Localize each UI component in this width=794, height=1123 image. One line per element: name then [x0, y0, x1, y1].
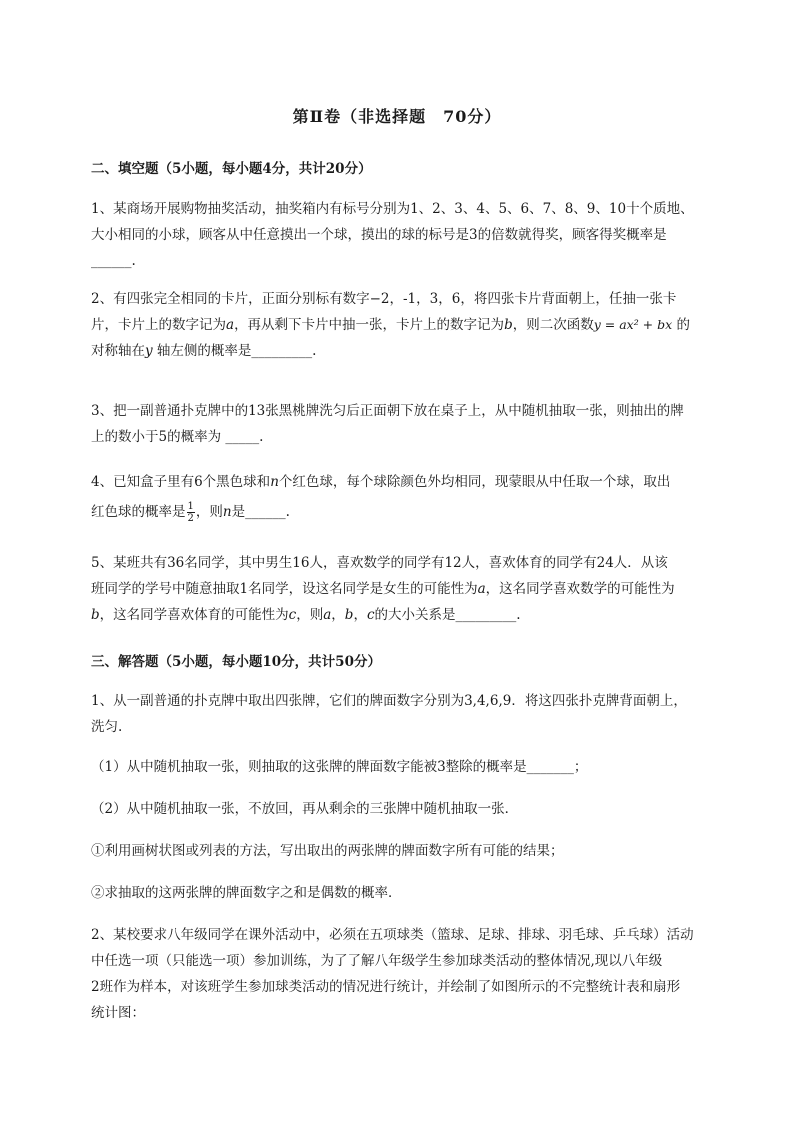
question-3-1	[91, 688, 711, 740]
text-segment: 对称轴在	[91, 343, 145, 359]
variable-b: b	[91, 607, 100, 623]
variable-y: y	[145, 343, 153, 359]
variable-c: c	[366, 607, 375, 623]
text-segment: ，则	[195, 504, 223, 520]
variable-a: a	[477, 581, 486, 597]
text-segment: ，	[353, 607, 367, 623]
section-heading-fill-blank: 二、填空题（5小题，每小题4分，共计20分）	[91, 161, 372, 177]
text-segment: 个红色球，每个球除颜色外均相同，现蒙眼从中任取一个球，取出	[278, 474, 671, 490]
answer-blank: 上的数小于5的概率为 _____.	[91, 429, 264, 445]
text-line: 大小相同的小球，顾客从中任意摸出一个球，摸出的球的标号是3的倍数就得奖，顾客得奖概率是	[91, 227, 667, 243]
text-segment: 红色球的概率是	[91, 504, 186, 520]
variable-n: n	[270, 474, 279, 490]
text-line	[91, 469, 711, 495]
page-title: 第Ⅱ卷（非选择题 70分）	[292, 107, 502, 126]
text-line: 1、某商场开展购物抽奖活动，抽奖箱内有标号分别为1、2、3、4、5、6、7、8、9、10十个质地、	[91, 201, 694, 217]
text-line: 统计图：	[91, 1005, 145, 1021]
text-line	[91, 602, 711, 628]
text-segment: ，这名同学喜欢数学的可能性为	[485, 581, 675, 597]
question-3-1-part-2: （2）从中随机抽取一张，不放回，再从剩余的三张牌中随机抽取一张．	[91, 801, 519, 817]
answer-blank: ______.	[91, 253, 136, 269]
text-line	[91, 312, 711, 338]
fraction-one-half	[187, 501, 195, 524]
text-line: 2、有四张完全相同的卡片，正面分别标有数字−2，-1，3，6，将四张卡片背面朝上，任抽一张卡	[91, 291, 677, 307]
text-segment: 4、已知盒子里有6个黑色球和	[91, 474, 271, 490]
text-line	[91, 495, 711, 529]
variable-c: c	[288, 607, 297, 623]
variable-b: b	[344, 607, 354, 623]
question-2-1	[91, 196, 711, 274]
variable-a: a	[226, 317, 235, 333]
text-line: 洗匀.	[91, 719, 123, 735]
answer-blank: 是______.	[231, 504, 290, 520]
text-line: 2、某校要求八年级同学在课外活动中，必须在五项球类（篮球、足球、排球、羽毛球、乒乓球）活动	[91, 927, 694, 943]
text-line: 2班作为样本，对该班学生参加球类活动的情况进行统计，并绘制了如图所示的不完整统计表和扇形	[91, 979, 681, 995]
text-segment: 片，卡片上的数字记为	[91, 317, 226, 333]
question-2-4	[91, 469, 711, 529]
text-segment: ，这名同学喜欢体育的可能性为	[99, 607, 289, 623]
question-3-1-part-1: （1）从中随机抽取一张，则抽取的这张牌的牌面数字能被3整除的概率是_______；	[91, 759, 588, 775]
text-line: 中任选一项（只能选一项）参加训练，为了了解八年级学生参加球类活动的整体情况,现以八年级	[91, 953, 663, 969]
text-line: 1、从一副普通的扑克牌中取出四张牌，它们的牌面数字分别为3,4,6,9．将这四张扑克牌背面朝上，	[91, 693, 687, 709]
text-line: 5、某班共有36名同学，其中男生16人，喜欢数学的同学有12人，喜欢体育的同学有24人．从该	[91, 555, 668, 571]
fraction-denominator: 2	[187, 513, 194, 524]
text-segment: ，则二次函数	[512, 317, 594, 333]
text-line	[91, 576, 711, 602]
question-3-1-part-2-b: ②求抽取的这两张牌的牌面数字之和是偶数的概率．	[91, 885, 402, 901]
section-heading-solutions: 三、解答题（5小题，每小题10分，共计50分）	[91, 654, 381, 670]
text-segment: ，则	[296, 607, 324, 623]
question-2-2	[91, 286, 711, 364]
variable-a: a	[323, 607, 332, 623]
question-3-2	[91, 922, 711, 1026]
question-2-5	[91, 550, 711, 628]
text-segment: ，再从剩下卡片中抽一张，卡片上的数字记为	[234, 317, 505, 333]
answer-blank: 的大小关系是_________.	[374, 607, 521, 623]
answer-blank: 轴左侧的概率是_________.	[152, 343, 317, 359]
text-line	[91, 338, 711, 364]
variable-n: n	[222, 504, 232, 520]
quadratic-function: y = ax² + bx	[593, 317, 673, 332]
fraction-numerator: 1	[187, 501, 194, 512]
text-line: 3、把一副普通扑克牌中的13张黑桃牌洗匀后正面朝下放在桌子上，从中随机抽取一张，则抽出的牌	[91, 403, 684, 419]
text-segment: 的	[672, 317, 690, 333]
question-2-3	[91, 398, 711, 450]
text-segment: ，	[331, 607, 345, 623]
question-3-1-part-2-a: ①利用画树状图或列表的方法，写出取出的两张牌的牌面数字所有可能的结果；	[91, 843, 564, 859]
text-segment: 班同学的学号中随意抽取1名同学，设这名同学是女生的可能性为	[91, 581, 478, 597]
variable-b: b	[504, 317, 513, 333]
